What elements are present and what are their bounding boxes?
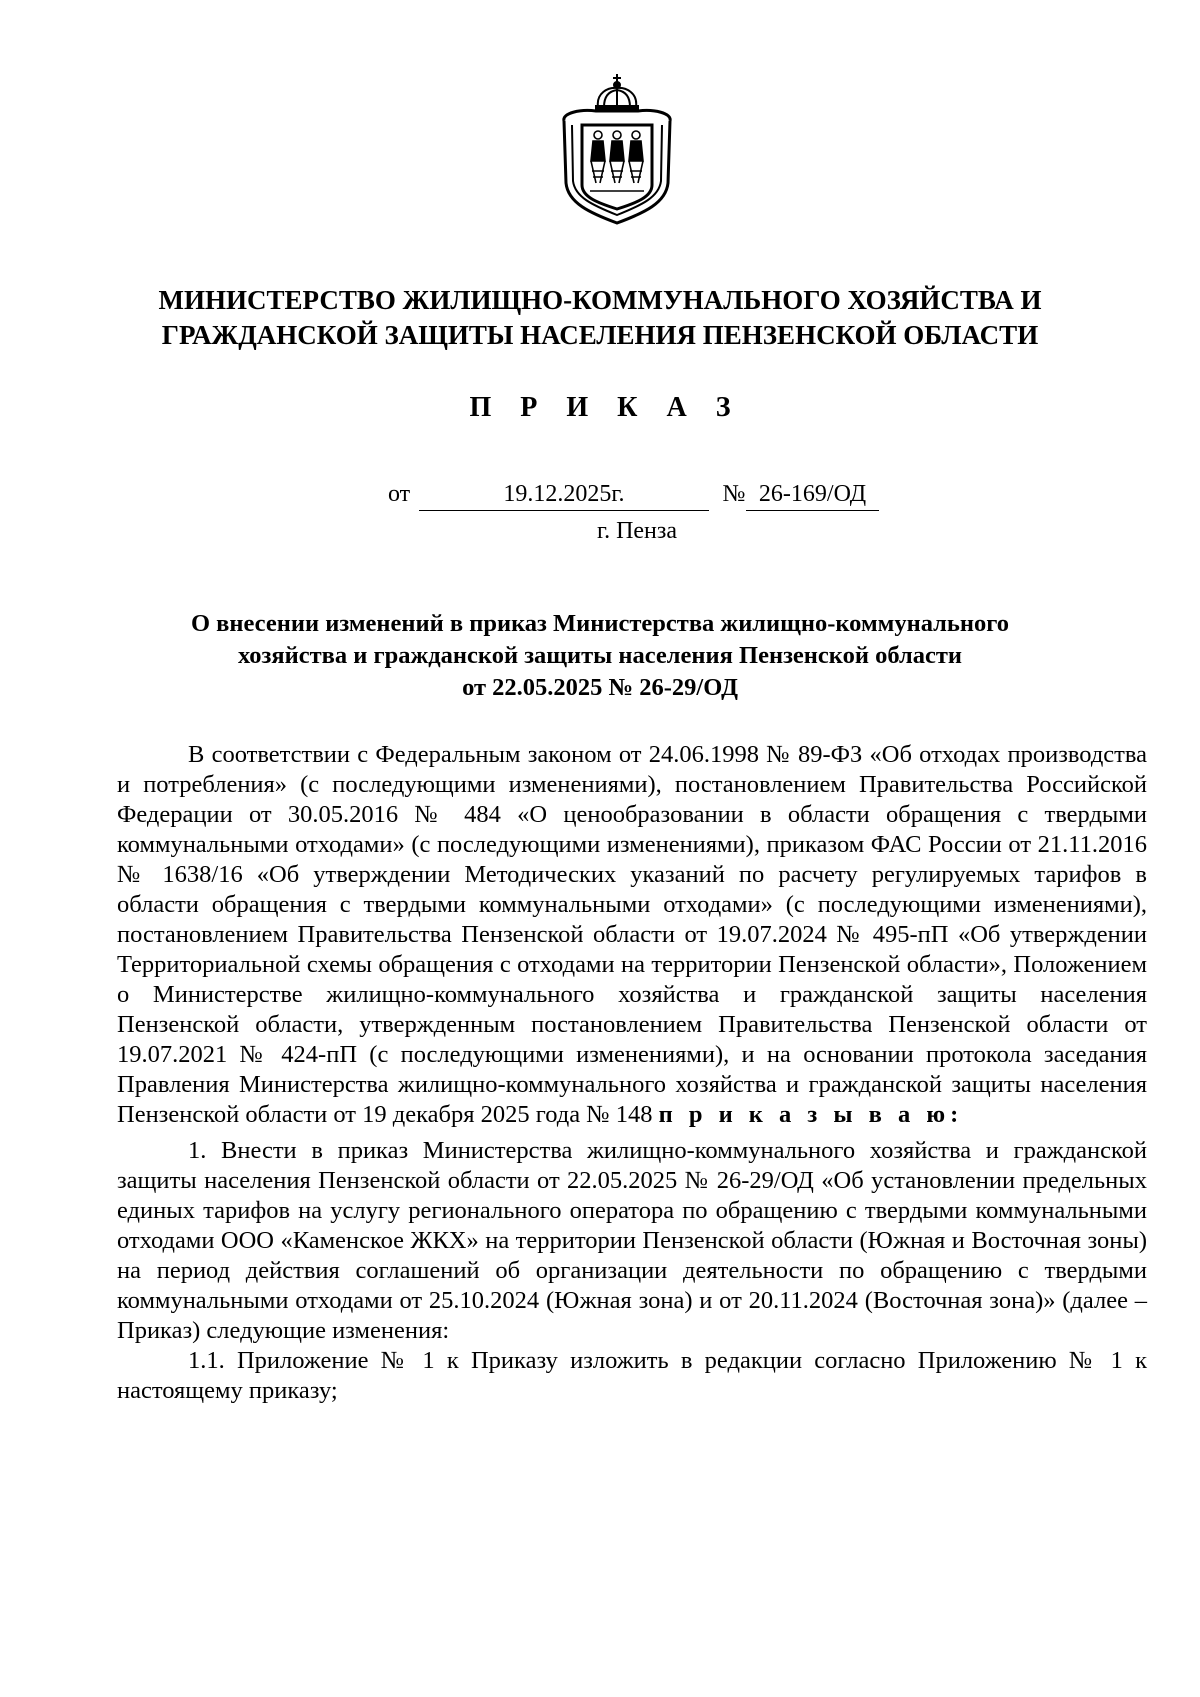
order-date: 19.12.2025г. (419, 481, 709, 511)
order-number: 26-169/ОД (746, 481, 879, 511)
coat-of-arms-icon (560, 73, 674, 225)
order-city: г. Пенза (596, 518, 678, 544)
preamble-text: В соответствии с Федеральным законом от 24.06.1998 № 89-ФЗ «Об отходах производства и потребления» (с последующими изменениями), постановлением Правительства Российской Федерации от 30.05.2016 № 484 «О ценообразовании в области обращения с твердыми коммунальными отходами» (с последующими изменениями), приказом ФАС России от 21.11.2016 № 1638/16 «Об утверждении Методических указаний по расчету регулируемых тарифов в области обращения с твердыми коммунальными отходами» (с последующими изменениями), постановлением Правительства Пензенской области от 19.07.2024 № 495-пП «Об утверждении Территориальной схемы обращения с отходами на территории Пензенской области», Положением о Министерстве жилищно-коммунального хозяйства и гражданской защиты населения Пензенской области, утвержденным постановлением Правительства Пензенской области от 19.07.2021 № 424-пП (с последующими изменениями), и на основании протокола заседания Правления Министерства жилищно-коммунального хозяйства и гражданской защиты населения Пензенской области от 19 декабря 2025 года № 148 (117, 741, 1147, 1128)
number-label: № (722, 481, 746, 507)
ministry-name (0, 283, 1200, 353)
document-type-title: П Р И К А З (469, 392, 742, 423)
order-subject-line-1: О внесении изменений в приказ Министерства жилищно-коммунального (190, 610, 1009, 637)
preamble-paragraph (117, 740, 1147, 1130)
ministry-name-line-2: ГРАЖДАНСКОЙ ЗАЩИТЫ НАСЕЛЕНИЯ ПЕНЗЕНСКОЙ ОБЛАСТИ (161, 320, 1039, 350)
ministry-name-line-1: МИНИСТЕРСТВО ЖИЛИЩНО-КОММУНАЛЬНОГО ХОЗЯЙСТВА И (158, 285, 1042, 315)
order-body (117, 740, 1147, 1412)
item-1-paragraph: 1. Внести в приказ Министерства жилищно-коммунального хозяйства и гражданской защиты населения Пензенской области от 22.05.2025 № 26-29/ОД «Об установлении предельных единых тарифов на услугу регионального оператора по обращению с твердыми коммунальными отходами ООО «Каменское ЖКХ» на территории Пензенской области (Южная и Восточная зоны) на период действия соглашений об организации деятельности по обращению с твердыми коммунальными отходами от 25.10.2024 (Южная зона) и от 20.11.2024 (Восточная зона)» (далее – Приказ) следующие изменения: (117, 1137, 1147, 1344)
order-subject-line-3: от 22.05.2025 № 26-29/ОД (462, 674, 738, 701)
item-1-1-paragraph: 1.1. Приложение № 1 к Приказу изложить в редакции согласно Приложению № 1 к настоящему приказу; (117, 1347, 1147, 1404)
decree-word: п р и к а з ы в а ю: (658, 1101, 964, 1128)
order-subject-line-2: хозяйства и гражданской защиты населения Пензенской области (237, 642, 962, 669)
order-subject (0, 608, 1200, 704)
date-label: от (388, 481, 411, 507)
